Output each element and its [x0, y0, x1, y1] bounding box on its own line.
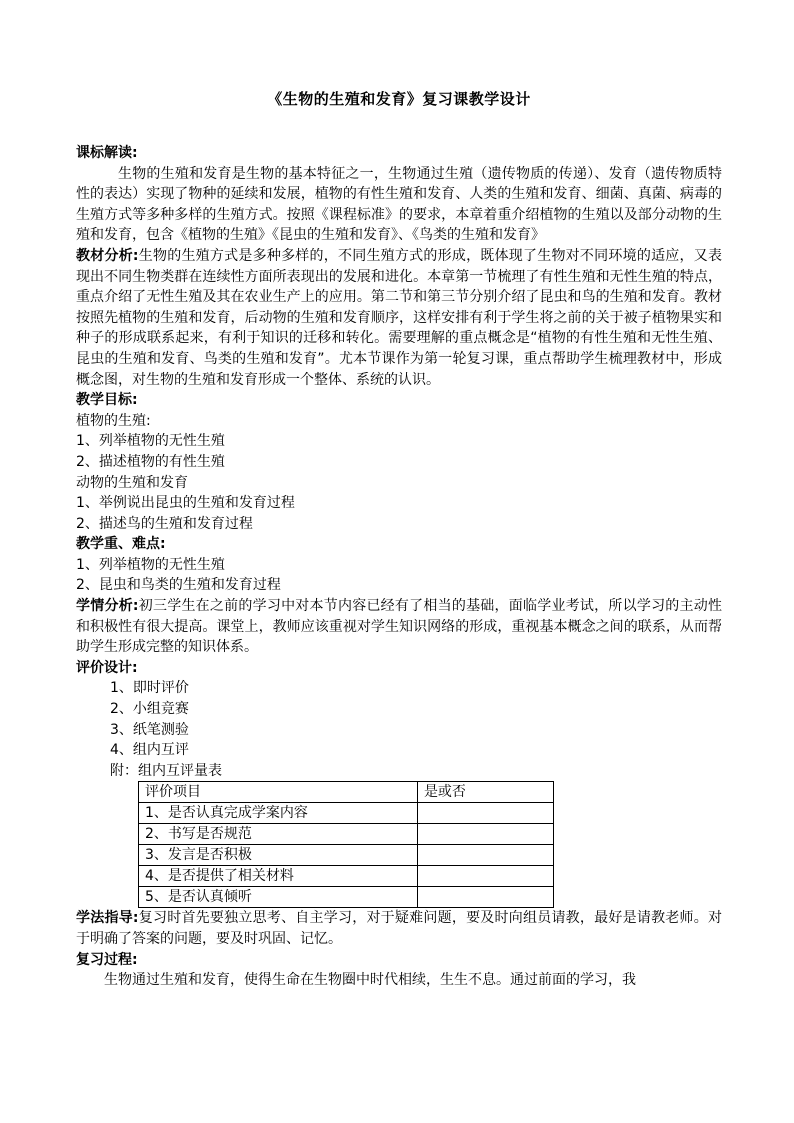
body-jiaocai: 生物的生殖方式是多种多样的，不同生殖方式的形成，既体现了生物对不同环境的适应，又表现出不同生物类群在连续性方面所表现出的发展和进化。本章第一节梳理了有性生殖和无性生殖的特点，重点介绍了无性生殖及其在农业生产上的应用。第二节和第三节分别介绍了昆虫和鸟的生殖和发育。教材按照先植物的生殖和发育，后动物的生殖和发育顺序，这样安排有利于学生将之前的关于被子植物果实和种子的形成联系起来，有利于知识的迁移和转化。需要理解的重点概念是“植物的有性生殖和无性生殖、昆虫的生殖和发育、鸟类的生殖和发育”。尤本节课作为第一轮复习课，重点帮助学生梳理教材中，形成概念图，对生物的生殖和发育形成一个整体、系统的认识。 [76, 247, 722, 388]
table-cell: 4、是否提供了相关材料 [139, 866, 418, 887]
table-header-cell: 是或否 [417, 782, 553, 803]
pingjia-line: 2、小组竞赛 [110, 701, 189, 718]
mubiao-line: 2、描述植物的有性生殖 [76, 453, 225, 470]
pingjia-line: 4、组内互评 [110, 742, 189, 759]
table-cell: 3、发言是否积极 [139, 845, 418, 866]
document-page [76, 88, 722, 991]
table-row [139, 845, 554, 866]
table-cell [417, 824, 553, 845]
mubiao-line: 2、描述鸟的生殖和发育过程 [76, 515, 253, 532]
table-cell: 5、是否认真倾听 [139, 887, 418, 908]
pingjia-line: 1、即时评价 [110, 680, 189, 697]
table-cell [417, 887, 553, 908]
heading-pingjia: 评价设计: [76, 659, 138, 676]
paragraph-xuefa [76, 908, 722, 949]
mubiao-line: 1、举例说出昆虫的生殖和发育过程 [76, 495, 295, 512]
heading-xuefa: 学法指导: [76, 910, 139, 927]
heading-jiaocai: 教材分析: [76, 247, 139, 264]
document-title: 《生物的生殖和发育》复习课教学设计 [267, 90, 531, 108]
paragraph-xueqing [76, 596, 722, 658]
table-row [139, 824, 554, 845]
mubiao-line: 1、列举植物的无性生殖 [76, 433, 225, 450]
mubiao-line: 动物的生殖和发育 [76, 474, 188, 491]
table-cell [417, 866, 553, 887]
peer-evaluation-table [138, 781, 554, 908]
table-cell: 2、书写是否规范 [139, 824, 418, 845]
table-cell [417, 845, 553, 866]
body-guocheng: 生物通过生殖和发育，使得生命在生物圈中时代相续，生生不息。通过前面的学习，我 [104, 972, 636, 989]
heading-zhongdian: 教学重、难点: [76, 536, 166, 553]
table-cell [417, 803, 553, 824]
heading-guocheng: 复习过程: [76, 951, 138, 968]
body-xuefa: 复习时首先要独立思考、自主学习，对于疑难问题，要及时向组员请教，最好是请教老师。对于明确了答案的问题，要及时巩固、记忆。 [76, 910, 722, 947]
table-cell: 1、是否认真完成学案内容 [139, 803, 418, 824]
heading-mubiao: 教学目标: [76, 392, 138, 409]
table-header-cell: 评价项目 [139, 782, 418, 803]
paragraph-jiaocai [76, 246, 722, 390]
table-row [139, 887, 554, 908]
body-xueqing: 初三学生在之前的学习中对本节内容已经有了相当的基础，面临学业考试，所以学习的主动性和积极性有很大提高。课堂上，教师应该重视对学生知识网络的形成，重视基本概念之间的联系，从而帮助学生形成完整的知识体系。 [76, 598, 722, 656]
mubiao-line: 植物的生殖: [76, 412, 151, 429]
body-kebiao: 生物的生殖和发育是生物的基本特征之一，生物通过生殖（遗传物质的传递）、发育（遗传物质特性的表达）实现了物种的延续和发展，植物的有性生殖和发育、人类的生殖和发育、细菌、真菌、病毒的生殖方式等多种多样的生殖方式。按照《课程标准》的要求，本章着重介绍植物的生殖以及部分动物的生殖和发育，包含《植物的生殖》《昆虫的生殖和发育》、《鸟类的生殖和发育》 [76, 165, 722, 244]
zhongdian-line: 2、昆虫和鸟类的生殖和发育过程 [76, 577, 281, 594]
table-header-row [139, 782, 554, 803]
table-row [139, 803, 554, 824]
zhongdian-line: 1、列举植物的无性生殖 [76, 556, 225, 573]
table-caption: 附：组内互评量表 [110, 762, 222, 779]
table-row [139, 866, 554, 887]
heading-kebiao: 课标解读: [76, 145, 138, 161]
pingjia-line: 3、纸笔测验 [110, 721, 189, 738]
heading-xueqing: 学情分析: [76, 598, 139, 615]
